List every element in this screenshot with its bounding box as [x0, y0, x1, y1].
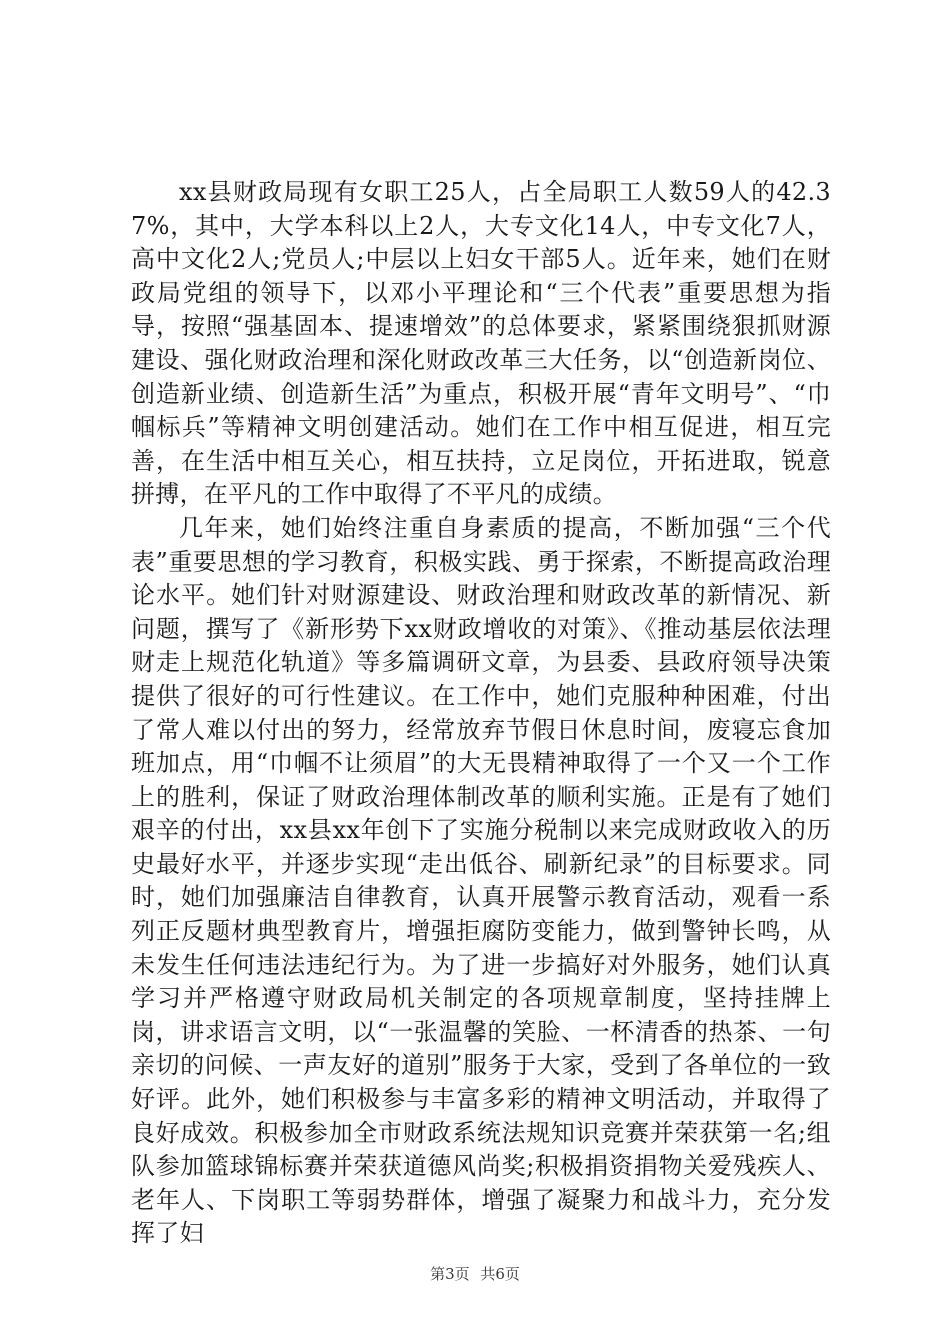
page-total: 共6页	[480, 1265, 520, 1283]
page-footer	[0, 1264, 950, 1284]
page-number: 第3页	[430, 1265, 470, 1283]
body-paragraph: xx县财政局现有女职工25人，占全局职工人数59人的42.37%，其中，大学本科以上2人，大专文化14人，中专文化7人，高中文化2人;党员人;中层以上妇女干部5人。近年来，她们在财政局党组的领导下，以邓小平理论和“三个代表”重要思想为指导，按照“强基固本、提速增效”的总体要求，紧紧围绕狠抓财源建设、强化财政治理和深化财政改革三大任务，以“创造新岗位、创造新业绩、创造新生活”为重点，积极开展“青年文明号”、“巾帼标兵”等精神文明创建活动。她们在工作中相互促进，相互完善，在生活中相互关心，相互扶持，立足岗位，开拓进取，锐意拼搏，在平凡的工作中取得了不平凡的成绩。	[131, 178, 831, 509]
body-paragraph: 几年来，她们始终注重自身素质的提高，不断加强“三个代表”重要思想的学习教育，积极实践、勇于探索，不断提高政治理论水平。她们针对财源建设、财政治理和财政改革的新情况、新问题，撰写了《新形势下xx财政增收的对策》、《推动基层依法理财走上规范化轨道》等多篇调研文章，为县委、县政府领导决策提供了很好的可行性建议。在工作中，她们克服种种困难，付出了常人难以付出的努力，经常放弃节假日休息时间，废寝忘食加班加点，用“巾帼不让须眉”的大无畏精神取得了一个又一个工作上的胜利，保证了财政治理体制改革的顺利实施。正是有了她们艰辛的付出，xx县xx年创下了实施分税制以来完成财政收入的历史最好水平，并逐步实现“走出低谷、刷新纪录”的目标要求。同时，她们加强廉洁自律教育，认真开展警示教育活动，观看一系列正反题材典型教育片，增强拒腐防变能力，做到警钟长鸣，从未发生任何违法违纪行为。为了进一步搞好对外服务，她们认真学习并严格遵守财政局机关制定的各项规章制度，坚持挂牌上岗，讲求语言文明，以“一张温馨的笑脸、一杯清香的热茶、一句亲切的问候、一声友好的道别”服务于大家，受到了各单位的一致好评。此外，她们积极参与丰富多彩的精神文明活动，并取得了良好成效。积极参加全市财政系统法规知识竞赛并荣获第一名;组队参加篮球锦标赛并荣获道德风尚奖;积极捐资捐物关爱残疾人、老年人、下岗职工等弱势群体，增强了凝聚力和战斗力，充分发挥了妇	[131, 513, 831, 1248]
document-body	[131, 176, 831, 1251]
